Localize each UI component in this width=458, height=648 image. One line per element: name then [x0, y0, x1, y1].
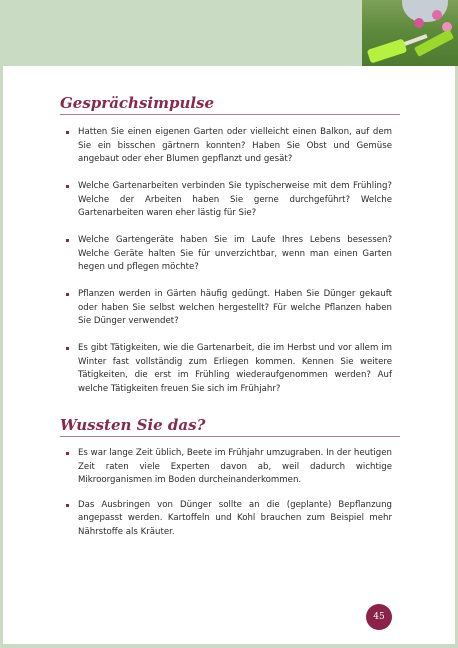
list-item [66, 499, 392, 540]
flower-pot [402, 0, 448, 22]
list-item [66, 288, 392, 329]
list-item [66, 447, 392, 488]
list-item-text: Es gibt Tätigkeiten, wie die Gartenarbeit, die im Herbst und vor allem im Winter fast vollständig zum Erliegen kommen. Kennen Sie weitere Tätigkeiten, die erst im Frühling wiederaufgenommen werden? Auf welche Tätigkeiten freuen Sie sich im Frühjahr? [78, 343, 392, 394]
list-item [66, 126, 392, 167]
list-item [66, 234, 392, 275]
section-heading-facts: Wussten Sie das? [60, 416, 206, 434]
bullet-icon [66, 293, 69, 296]
bullet-icon [66, 185, 69, 188]
garden-photo [362, 0, 458, 66]
page-number-badge: 45 [366, 604, 392, 630]
heading-divider [60, 436, 400, 437]
rake [414, 29, 454, 57]
list-item-text: Das Ausbringen von Dünger sollte an die (geplante) Bepflanzung angepasst werden. Kartoffeln und Kohl brauchen zum Beispiel mehr Nährstoffe als Kräuter. [78, 499, 392, 537]
list-item-text: Hatten Sie einen eigenen Garten oder vielleicht einen Balkon, auf dem Sie ein bisschen gärtnern konnten? Haben Sie Obst und Gemüse angebaut oder eher Blumen gepflanzt und gesät? [78, 127, 392, 164]
bullet-icon [66, 452, 69, 455]
bullet-icon [66, 131, 69, 134]
heading-divider [60, 114, 400, 115]
bullet-icon [66, 347, 69, 350]
list-item-text: Welche Gartenarbeiten verbinden Sie typischerweise mit dem Frühling? Welche der Arbeiten haben Sie gerne durchgeführt? Welche Gartenarbeiten waren eher lästig für Sie? [78, 181, 392, 218]
facts-list [66, 447, 392, 550]
bullet-icon [66, 239, 69, 242]
shovel [367, 38, 407, 63]
list-item-text: Pflanzen werden in Gärten häufig gedüngt. Haben Sie Dünger gekauft oder haben Sie selbst welchen hergestellt? Für welche Pflanzen haben Sie Dünger verwendet? [78, 289, 392, 326]
list-item-text: Welche Gartengeräte haben Sie im Laufe Ihres Lebens besessen? Welche Geräte halten Sie für unverzichtbar, wenn man einen Garten hegen und pflegen möchte? [78, 235, 392, 272]
list-item [66, 342, 392, 396]
list-item-text: Es war lange Zeit üblich, Beete im Frühjahr umzugraben. In der heutigen Zeit raten viele Experten davon ab, weil dadurch wichtige Mikroorganismen im Boden durcheinanderkommen. [78, 448, 392, 485]
list-item [66, 180, 392, 221]
flower [414, 18, 424, 28]
flower [432, 10, 442, 20]
bullet-icon [66, 504, 69, 507]
conversation-list [66, 126, 392, 410]
section-heading-conversation: Gesprächsimpulse [60, 94, 215, 112]
